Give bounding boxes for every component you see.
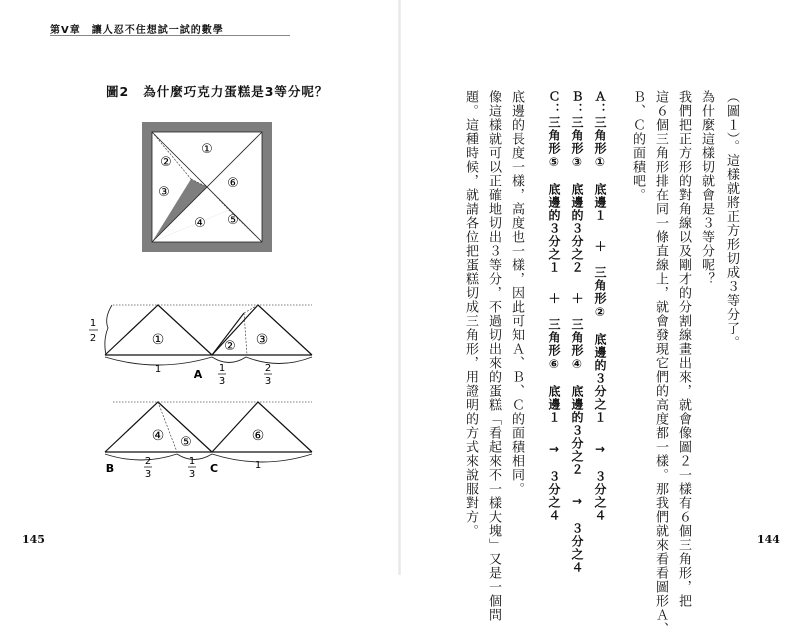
square-label-1: ① xyxy=(201,142,213,157)
triangle-a-label-3: ③ xyxy=(255,332,269,348)
formula-c xyxy=(548,90,560,522)
square-label-3: ③ xyxy=(158,185,170,200)
formula-b-result: → ３分之４ xyxy=(570,494,584,574)
formula-a-part-2: ＋ 三角形② 底邊的３分之１ xyxy=(593,240,607,424)
square-label-4: ④ xyxy=(194,216,206,231)
text-column-2: 為什麼這樣切就會是３等分呢？ xyxy=(699,90,714,286)
square-label-2: ② xyxy=(160,155,172,170)
page-number-left: 145 xyxy=(22,533,45,546)
formula-b xyxy=(571,90,583,574)
fraction-b-2-3-den: 3 xyxy=(144,469,152,480)
text-column-8: 題。這種時候，就請各位把蛋糕切成三角形，用證明的方式來說服對方。 xyxy=(463,90,478,538)
formula-a-part-1: Ａ：三角形① 底邊１ xyxy=(593,90,607,222)
fraction-a-1-3-den: 3 xyxy=(218,376,226,387)
right-page xyxy=(400,0,799,636)
figure-label: 圖2 xyxy=(106,84,130,99)
triangle-c-label-6: ⑥ xyxy=(251,428,265,444)
formula-b-part-2: ＋ 三角形④ 底邊的３分之２ xyxy=(570,292,584,476)
triangle-a-label-1: ① xyxy=(151,332,165,348)
fraction-b-2-3-num: 2 xyxy=(144,456,152,467)
text-column-6: 底邊的長度一樣，高度也一樣，因此可知Ａ、Ｂ、Ｃ的面積相同。 xyxy=(509,90,524,496)
triangle-b-label-5: ⑤ xyxy=(180,435,192,450)
formula-a xyxy=(594,90,606,522)
triangle-a-label-2: ② xyxy=(224,339,236,354)
fraction-a-2-3-num: 2 xyxy=(264,363,272,374)
text-column-4: 這６個三角形排在同一條直線上，就會發現它們的高度都一樣。那我們就來看看圖形Ａ、 xyxy=(653,90,668,636)
fraction-b-1-3-den: 3 xyxy=(188,469,196,480)
base-label-a-1: 1 xyxy=(154,364,162,375)
triangle-diagram-a xyxy=(89,305,312,387)
square-label-5: ⑤ xyxy=(227,213,239,228)
square-figure xyxy=(142,122,272,252)
page-number-right: 144 xyxy=(757,533,780,546)
fraction-a-1-3-num: 1 xyxy=(218,363,226,374)
height-fraction-denominator: 2 xyxy=(89,333,97,344)
left-page xyxy=(0,0,400,575)
text-column-3: 我們把正方形的對角線以及剛才的分割線畫出來，就會像圖２一樣有６個三角形，把 xyxy=(676,90,691,608)
figure-diagram xyxy=(0,0,400,575)
running-head: 第V章 讓人忍不住想試一試的數學 xyxy=(50,25,224,36)
point-label-b: B xyxy=(105,462,115,475)
triangle-b-label-4: ④ xyxy=(151,428,165,444)
base-label-c-1: 1 xyxy=(254,460,262,471)
square-label-6: ⑥ xyxy=(227,176,239,191)
text-column-7: 像這樣就可以正確地切出３等分，不過切出來的蛋糕「看起來不一樣大塊」又是一個問 xyxy=(486,90,501,622)
point-label-c: C xyxy=(209,462,219,475)
triangle-diagram-bc xyxy=(105,402,312,480)
text-column-5: Ｂ、Ｃ的面積吧。 xyxy=(630,90,645,202)
formula-c-part-1: Ｃ：三角形⑤ 底邊的３分之１ xyxy=(547,90,561,274)
point-label-a: A xyxy=(193,368,203,381)
height-fraction-numerator: 1 xyxy=(89,318,97,329)
formula-c-result: → ３分之４ xyxy=(547,442,561,522)
fraction-b-1-3-num: 1 xyxy=(188,456,196,467)
text-column-1: （圖１）。這樣就將正方形切成３等分了。 xyxy=(724,90,739,350)
formula-c-part-2: ＋ 三角形⑥ 底邊１ xyxy=(547,292,561,424)
figure-caption: 為什麼巧克力蛋糕是3等分呢？ xyxy=(143,84,329,99)
formula-a-result: → ３分之４ xyxy=(593,442,607,522)
fraction-a-2-3-den: 3 xyxy=(264,376,272,387)
formula-b-part-1: Ｂ：三角形③ 底邊的３分之２ xyxy=(570,90,584,274)
